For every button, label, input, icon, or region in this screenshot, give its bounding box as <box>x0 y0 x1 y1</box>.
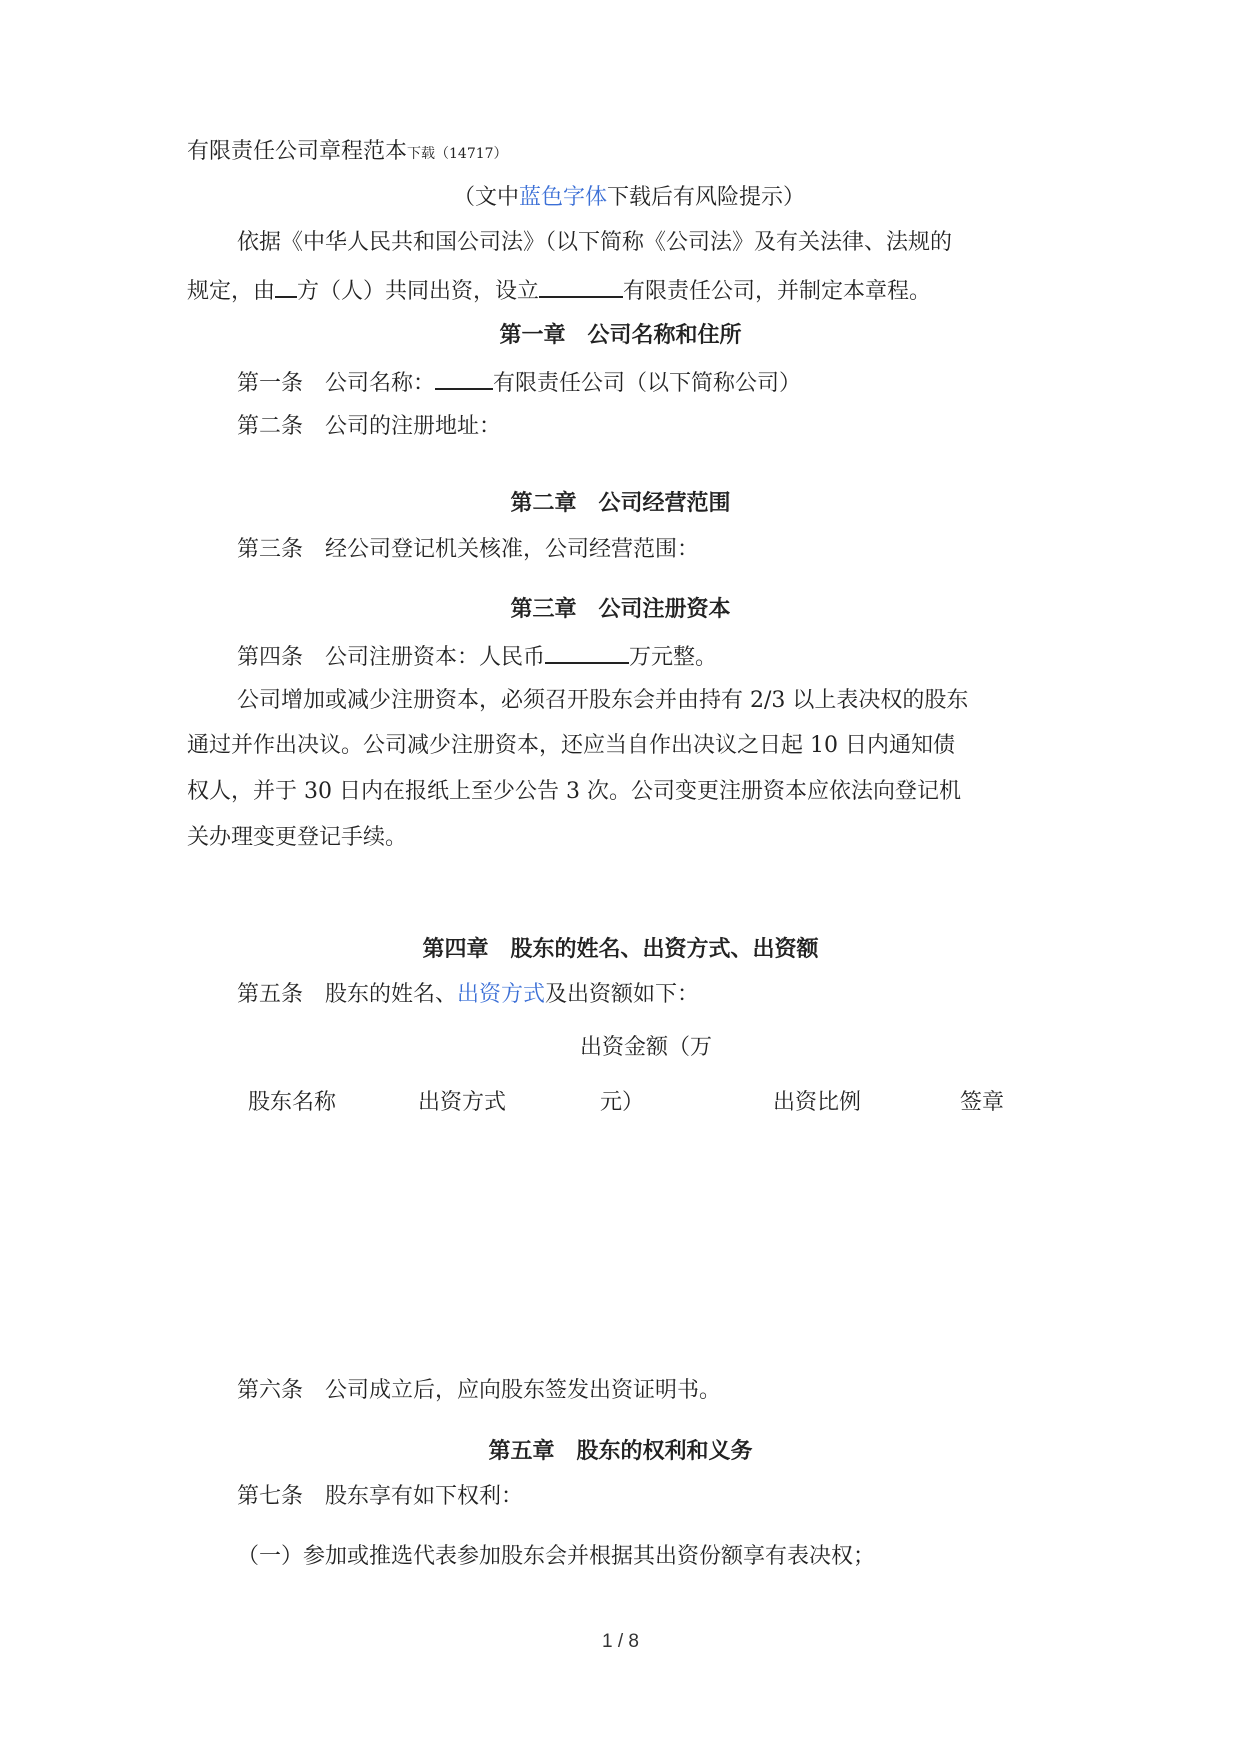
document-title-line <box>187 137 508 169</box>
intro-2c: 有限责任公司，并制定本章程。 <box>623 279 932 304</box>
article-7-item-1: （一）参加或推选代表参加股东会并根据其出资份额享有表决权； <box>237 1544 876 1569</box>
article-1-text: 有限责任公司（以下简称公司） <box>493 371 802 396</box>
table-header-amount: 出资金额（万 <box>580 1035 713 1060</box>
article-6: 第六条 公司成立后，应向股东签发出资证明书。 <box>237 1378 722 1403</box>
table-header-name: 股东名称 <box>248 1090 337 1115</box>
blank-company-name <box>539 274 623 298</box>
notice-suffix: 下载后有风险提示） <box>607 185 806 210</box>
article-4-label: 第四条 公司注册资本：人民币 <box>237 645 546 670</box>
table-header-method: 出资方式 <box>418 1090 507 1115</box>
article-7: 第七条 股东享有如下权利： <box>237 1484 524 1509</box>
chapter-1-heading: 第一章 公司名称和住所 <box>499 322 742 348</box>
table-header-ratio: 出资比例 <box>773 1090 862 1115</box>
blank-capital <box>545 640 629 664</box>
capital-para-line-2: 通过并作出决议。公司减少注册资本，还应当自作出决议之日起 10 日内通知债 <box>187 733 955 758</box>
chapter-4-heading: 第四章 股东的姓名、出资方式、出资额 <box>422 936 819 962</box>
risk-notice <box>453 183 805 213</box>
title-code: （14717） <box>435 146 508 162</box>
intro-2a: 规定，由 <box>187 279 276 304</box>
intro-2b: 方（人）共同出资，设立 <box>297 279 540 304</box>
notice-prefix: （文中 <box>453 185 520 210</box>
document-title: 有限责任公司章程范本 <box>187 139 408 164</box>
capital-para-line-1: 公司增加或减少注册资本，必须召开股东会并由持有 2/3 以上表决权的股东 <box>237 688 969 713</box>
article-5-blue-text: 出资方式 <box>457 982 546 1007</box>
chapter-5-heading: 第五章 股东的权利和义务 <box>488 1438 753 1464</box>
notice-blue-text: 蓝色字体 <box>519 185 608 210</box>
article-3: 第三条 经公司登记机关核准，公司经营范围： <box>237 537 700 562</box>
page-number: 1 / 8 <box>602 1631 639 1652</box>
blank-parties <box>275 274 297 298</box>
article-1 <box>237 366 801 399</box>
chapter-2-heading: 第二章 公司经营范围 <box>510 490 731 516</box>
article-5-text: 及出资额如下： <box>545 982 700 1007</box>
capital-para-line-3: 权人，并于 30 日内在报纸上至少公告 3 次。公司变更注册资本应依法向登记机 <box>187 779 961 804</box>
article-4-text: 万元整。 <box>629 645 718 670</box>
table-header-amount-unit: 元） <box>600 1090 645 1115</box>
table-header-signature: 签章 <box>960 1090 1005 1115</box>
intro-line-2 <box>187 274 931 307</box>
article-2: 第二条 公司的注册地址： <box>237 414 502 439</box>
article-5 <box>237 980 699 1010</box>
intro-line-1: 依据《中华人民共和国公司法》（以下简称《公司法》及有关法律、法规的 <box>237 230 953 255</box>
article-4 <box>237 640 717 673</box>
title-suffix: 下载 <box>407 146 436 162</box>
capital-para-line-4: 关办理变更登记手续。 <box>187 825 408 850</box>
blank-article-1 <box>435 366 493 390</box>
chapter-3-heading: 第三章 公司注册资本 <box>510 596 731 622</box>
article-1-label: 第一条 公司名称： <box>237 371 436 396</box>
article-5-label: 第五条 股东的姓名、 <box>237 982 458 1007</box>
